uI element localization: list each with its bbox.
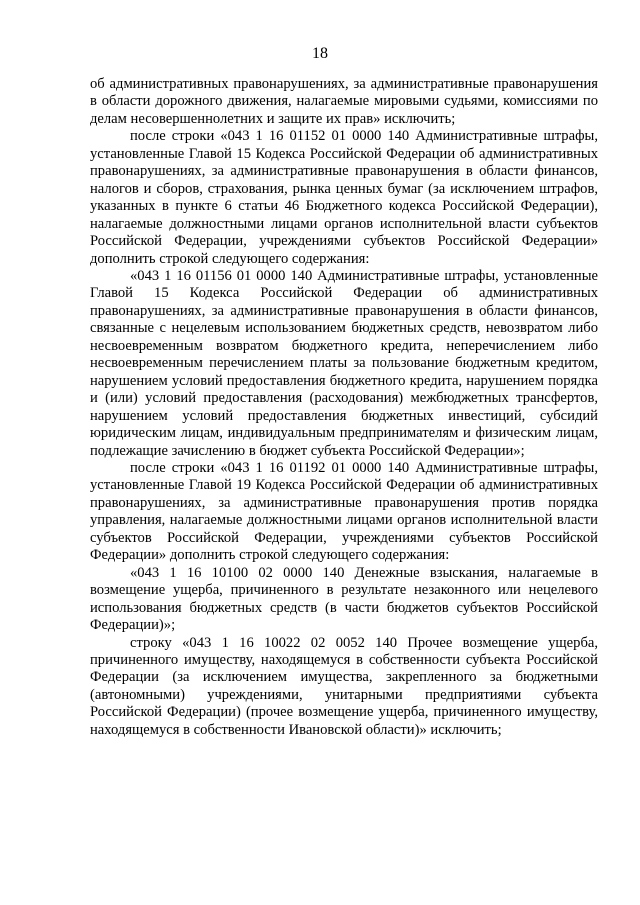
paragraph: после строки «043 1 16 01152 01 0000 140 Административные штрафы, установленные Главой 15 Кодекса Российской Федерации об административных правонарушениях, за административные правонарушения в области финансов, налогов и сборов, страхования, рынка ценных бумаг (за исключением штрафов, указанных в пункте 6 статьи 46 Бюджетного кодекса Российской Федерации), налагаемые должностными лицами органов исполнительной власти субъектов Российской Федерации, учреждениями субъектов Российской Федерации» дополнить строкой следующего содержания: [90, 128, 598, 267]
paragraph: после строки «043 1 16 01192 01 0000 140 Административные штрафы, установленные Главой 19 Кодекса Российской Федерации об административных правонарушениях, за административные правонарушения против порядка управления, налагаемые должностными лицами органов исполнительной власти субъектов Российской Федерации, учреждениями субъектов Российской Федерации» дополнить строкой следующего содержания: [90, 459, 598, 564]
page-number: 18 [312, 45, 328, 62]
document-body [90, 76, 598, 739]
paragraph: «043 1 16 01156 01 0000 140 Административные штрафы, установленные Главой 15 Кодекса Российской Федерации об административных правонарушениях, за административные правонарушения в области финансов, связанные с нецелевым использованием бюджетных средств, невозвратом либо несвоевременным возвратом бюджетного кредита, неперечислением либо несвоевременным перечислением платы за пользование бюджетным кредитом, нарушением условий предоставления бюджетного кредита, нарушением порядка и (или) условий предоставления (расходования) межбюджетных трансфертов, нарушением условий предоставления бюджетных инвестиций, субсидий юридическим лицам, индивидуальным предпринимателям и физическим лицам, подлежащие зачислению в бюджет субъекта Российской Федерации»; [90, 267, 598, 459]
paragraph: об административных правонарушениях, за административные правонарушения в области дорожного движения, налагаемые мировыми судьями, комиссиями по делам несовершеннолетних и защите их прав» исключить; [90, 76, 598, 127]
paragraph: «043 1 16 10100 02 0000 140 Денежные взыскания, налагаемые в возмещение ущерба, причиненного в результате незаконного или нецелевого использования бюджетных средств (в части бюджетов субъектов Российской Федерации)»; [90, 564, 598, 634]
paragraph: строку «043 1 16 10022 02 0052 140 Прочее возмещение ущерба, причиненного имуществу, находящемуся в собственности субъекта Российской Федерации (за исключением имущества, закрепленного за бюджетными (автономными) учреждениями, унитарными предприятиями субъекта Российской Федерации) (прочее возмещение ущерба, причиненного имуществу, находящемуся в собственности Ивановской области)» исключить; [90, 634, 598, 738]
